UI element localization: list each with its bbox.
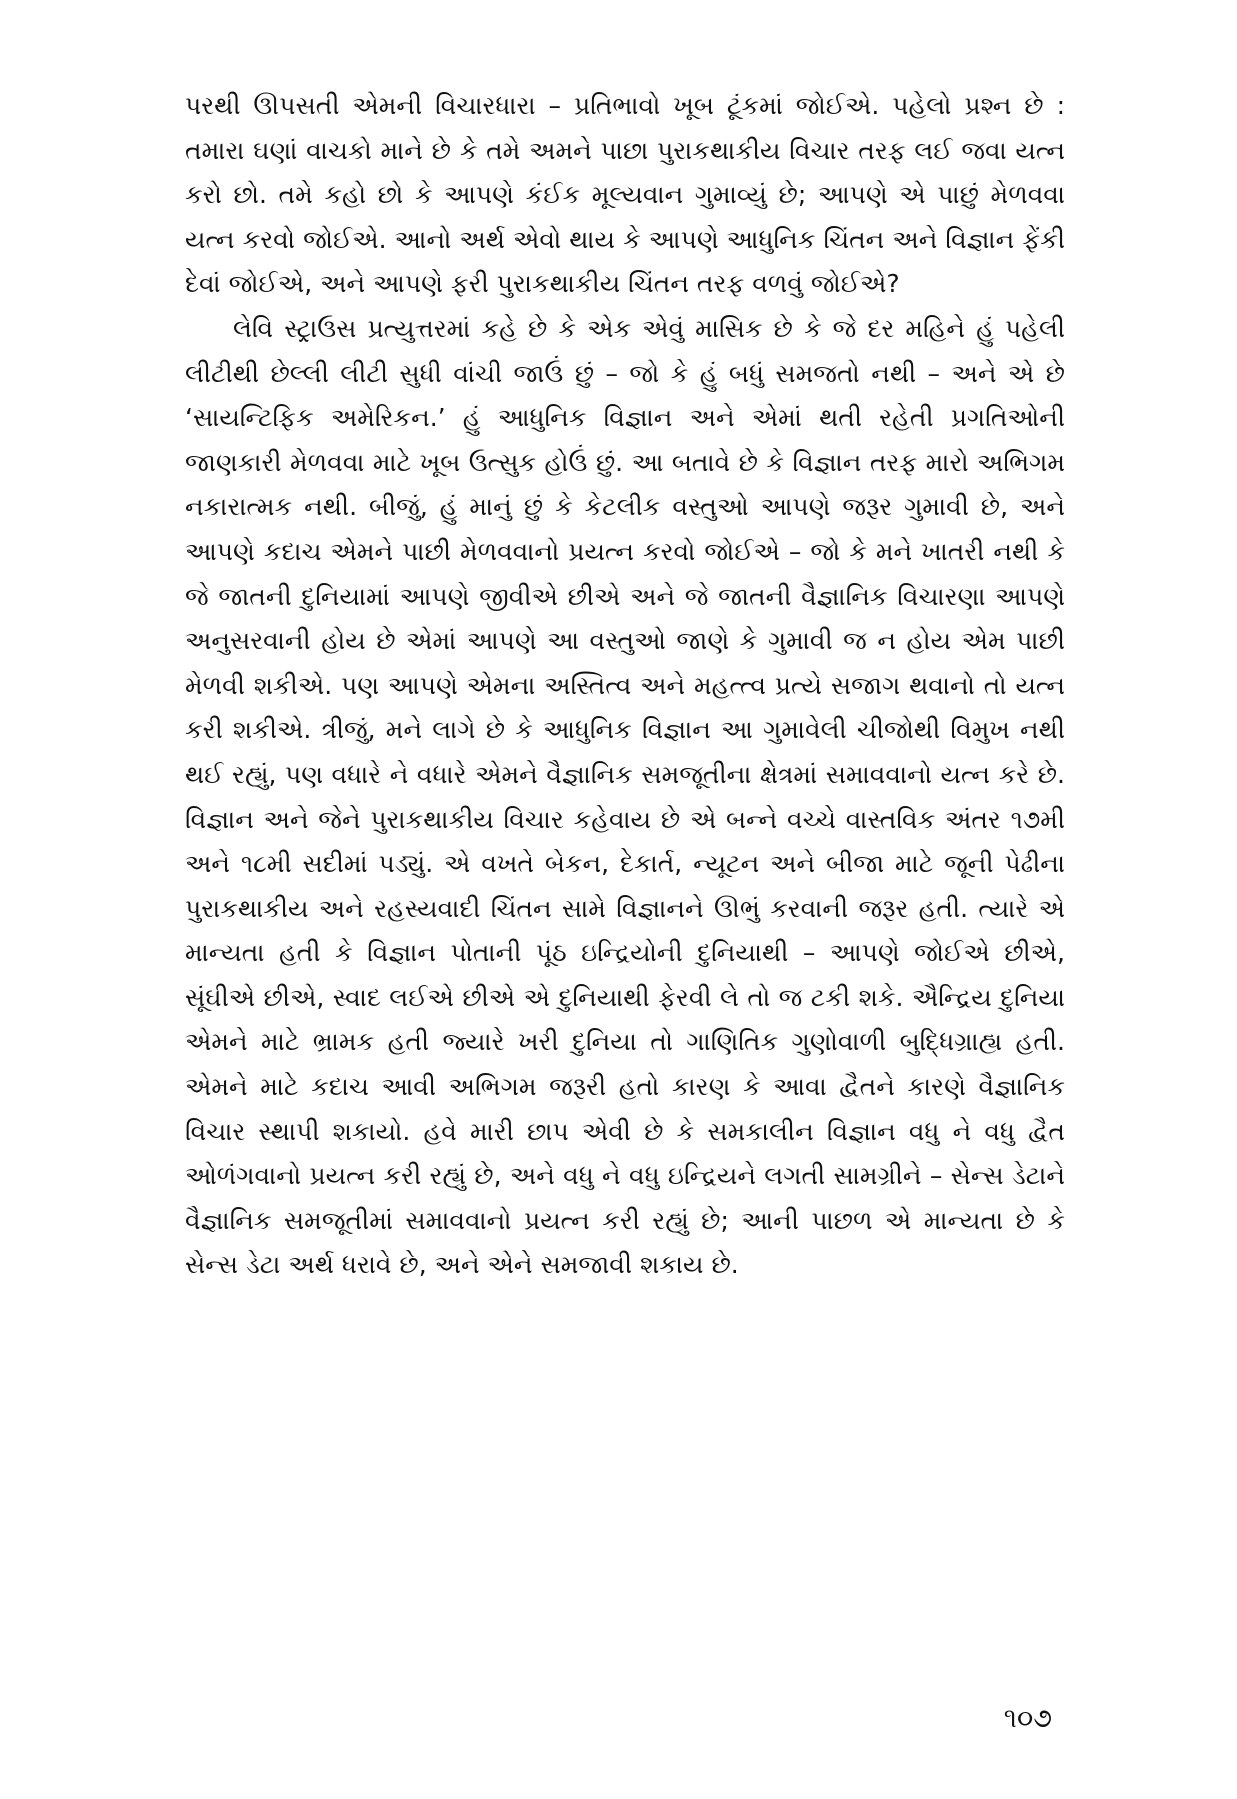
page-number: ૧૦૭ — [1003, 1703, 1052, 1734]
body-text — [185, 84, 1065, 1288]
paragraph-1: પરથી ઊપસતી એમની વિચારધારા – પ્રતિભાવો ખૂબ ટૂંકમાં જોઈએ. પહેલો પ્રશ્ન છે : તમારા ઘણાં વાચકો માને છે કે તમે અમને પાછા પુરાકથાકીય વિચાર તરફ લઈ જવા યત્ન કરો છો. તમે કહો છો કે આપણે કંઈક મૂલ્યવાન ગુમાવ્યું છે; આપણે એ પાછું મેળવવા યત્ન કરવો જોઈએ. આનો અર્થ એવો થાય કે આપણે આધુનિક ચિંતન અને વિજ્ઞાન ફેંકી દેવાં જોઈએ, અને આપણે ફરી પુરાકથાકીય ચિંતન તરફ વળવું જોઈએ? — [185, 91, 1065, 299]
paragraph-2: લેવિ સ્ટ્રાઉસ પ્રત્યુત્તરમાં કહે છે કે એક એવું માસિક છે કે જે દર મહિને હું પહેલી લીટીથી છેલ્લી લીટી સુધી વાંચી જાઉં છું – જો કે હું બધું સમજતો નથી – અને એ છે ‘સાયન્ટિફિક અમેરિકન.’ હું આધુનિક વિજ્ઞાન અને એમાં થતી રહેતી પ્રગતિઓની જાણકારી મેળવવા માટે ખૂબ ઉત્સુક હોઉં છું. આ બતાવે છે કે વિજ્ઞાન તરફ મારો અભિગમ નકારાત્મક નથી. બીજું, હું માનું છું કે કેટલીક વસ્તુઓ આપણે જરૂર ગુમાવી છે, અને આપણે કદાચ એમને પાછી મેળવવાનો પ્રયત્ન કરવો જોઈએ – જો કે મને ખાતરી નથી કે જે જાતની દુનિયામાં આપણે જીવીએ છીએ અને જે જાતની વૈજ્ઞાનિક વિચારણા આપણે અનુસરવાની હોય છે એમાં આપણે આ વસ્તુઓ જાણે કે ગુમાવી જ ન હોય એમ પાછી મેળવી શકીએ. પણ આપણે એમના અસ્તિત્વ અને મહત્ત્વ પ્રત્યે સજાગ થવાનો તો યત્ન કરી શકીએ. ત્રીજું, મને લાગે છે કે આધુનિક વિજ્ઞાન આ ગુમાવેલી ચીજોથી વિમુખ નથી થઈ રહ્યું, પણ વધારે ને વધારે એમને વૈજ્ઞાનિક સમજૂતીના ક્ષેત્રમાં સમાવવાનો યત્ન કરે છે. વિજ્ઞાન અને જેને પુરાકથાકીય વિચાર કહેવાય છે એ બન્ને વચ્ચે વાસ્તવિક અંતર ૧૭મી અને ૧૮મી સદીમાં પડ્યું. એ વખતે બેકન, દેકાર્ત, ન્યૂટન અને બીજા માટે જૂની પેઢીના પુરાકથાકીય અને રહસ્યવાદી ચિંતન સામે વિજ્ઞાનને ઊભું કરવાની જરૂર હતી. ત્યારે એ માન્યતા હતી કે વિજ્ઞાન પોતાની પૂંઠ ઇન્દ્રિયોની દુનિયાથી – આપણે જોઈએ છીએ, સૂંઘીએ છીએ, સ્વાદ લઈએ છીએ એ દુનિયાથી ફેરવી લે તો જ ટકી શકે. ઐન્દ્રિય દુનિયા એમને માટે ભ્રામક હતી જ્યારે ખરી દુનિયા તો ગાણિતિક ગુણોવાળી બુદ્ધિગ્રાહ્ય હતી. એમને માટે કદાચ આવી અભિગમ જરૂરી હતો કારણ કે આવા દ્વૈતને કારણે વૈજ્ઞાનિક વિચાર સ્થાપી શકાયો. હવે મારી છાપ એવી છે કે સમકાલીન વિજ્ઞાન વધુ ને વધુ દ્વૈત ઓળંગવાનો પ્રયત્ન કરી રહ્યું છે, અને વધુ ને વધુ ઇન્દ્રિયને લગતી સામગ્રીને – સેન્સ ડેટાને વૈજ્ઞાનિક સમજૂતીમાં સમાવવાનો પ્રયત્ન કરી રહ્યું છે; આની પાછળ એ માન્યતા છે કે સેન્સ ડેટા અર્થ ધરાવે છે, અને એને સમજાવી શકાય છે. — [185, 313, 1065, 1280]
